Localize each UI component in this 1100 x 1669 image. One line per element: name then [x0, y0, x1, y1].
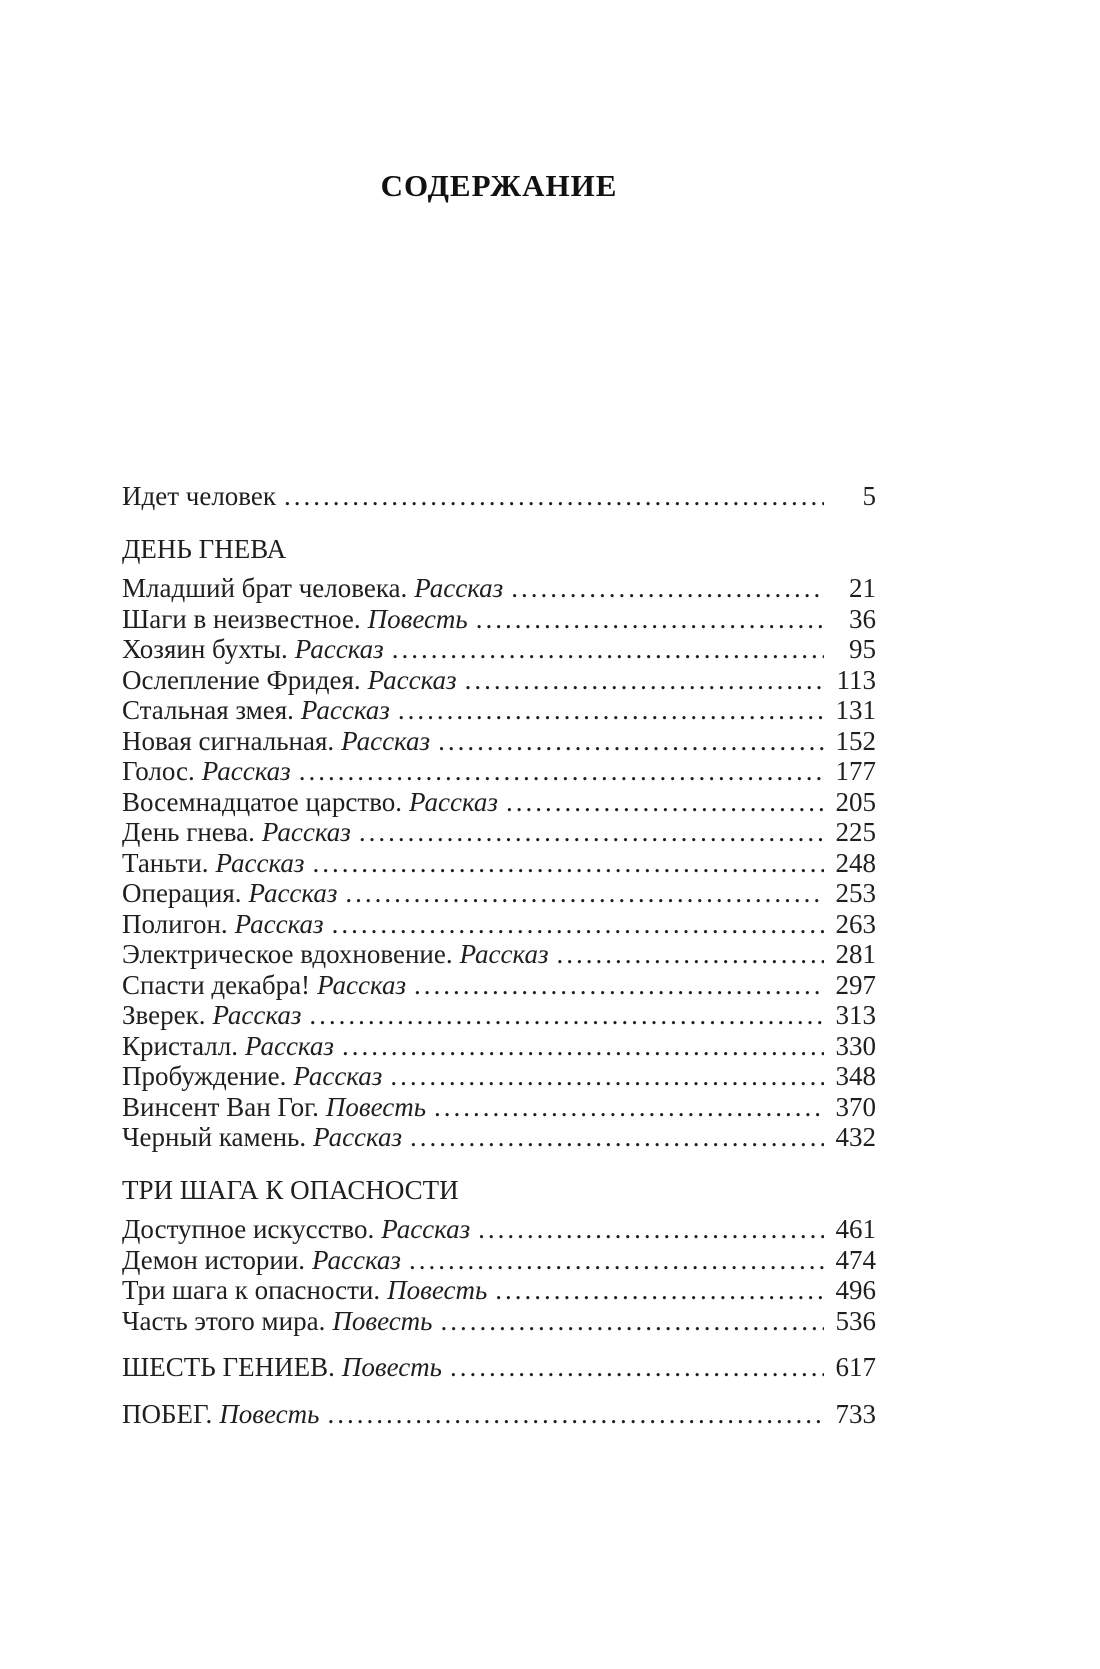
toc-entry	[122, 634, 876, 665]
toc-entry-genre: Рассказ	[381, 1214, 471, 1244]
toc-entry-title: Черный камень.	[122, 1122, 307, 1152]
toc-entry-page-number: 21	[849, 573, 876, 603]
toc-entry-page-number: 281	[835, 939, 876, 969]
dot-leader	[342, 1031, 824, 1062]
toc-entry-title: Часть этого мира.	[122, 1305, 326, 1336]
toc-entry-page-number: 461	[835, 1214, 876, 1244]
toc-entry-genre: Рассказ	[293, 1061, 383, 1091]
toc-entry-page-number: 113	[836, 664, 876, 695]
dot-leader	[465, 665, 824, 696]
toc-entry	[122, 970, 876, 1001]
dot-leader	[284, 481, 824, 512]
toc-entry-page-number: 131	[835, 695, 876, 725]
toc-entry	[122, 481, 876, 512]
toc-entry-genre: Повесть	[341, 1352, 442, 1382]
table-of-contents	[122, 481, 876, 1429]
toc-entry-genre: Рассказ	[234, 908, 324, 939]
toc-entry	[122, 1061, 876, 1092]
toc-entry	[122, 756, 876, 787]
toc-entry-page-number: 248	[835, 847, 876, 878]
toc-entry-page-number: 330	[835, 1030, 876, 1061]
toc-entry-page-number: 617	[835, 1352, 876, 1382]
toc-entry-page-number: 348	[835, 1061, 876, 1091]
dot-leader	[398, 695, 824, 726]
toc-entry-genre: Рассказ	[341, 725, 431, 756]
toc-entry-genre: Рассказ	[294, 634, 384, 664]
toc-entry	[122, 604, 876, 635]
toc-entry-page-number: 432	[835, 1122, 876, 1152]
toc-entry-page-number: 177	[835, 756, 876, 786]
dot-leader	[332, 909, 824, 940]
toc-entry-title: ШЕСТЬ ГЕНИЕВ.	[122, 1352, 335, 1382]
toc-entry-genre: Повесть	[387, 1275, 488, 1305]
dot-leader	[495, 1275, 824, 1306]
toc-entry	[122, 726, 876, 757]
toc-entry	[122, 1031, 876, 1062]
toc-section-header-text: ТРИ ШАГА К ОПАСНОСТИ	[122, 1174, 459, 1205]
toc-entry-title: ПОБЕГ.	[122, 1398, 213, 1429]
toc-entry-title: Хозяин бухты.	[122, 634, 288, 664]
toc-entry-page-number: 263	[835, 908, 876, 939]
toc-entry-page-number: 313	[835, 1000, 876, 1030]
toc-section-header	[122, 534, 876, 565]
toc-section-header	[122, 1175, 876, 1206]
toc-entry	[122, 848, 876, 879]
toc-entry-genre: Рассказ	[313, 1122, 403, 1152]
toc-entry	[122, 909, 876, 940]
toc-entry-title: Винсент Ван Гог.	[122, 1091, 319, 1122]
toc-entry-title: Ослепление Фридея.	[122, 664, 361, 695]
toc-entry-genre: Повесть	[219, 1398, 320, 1429]
toc-entry-title: Кристалл.	[122, 1030, 238, 1061]
toc-entry	[122, 1399, 876, 1430]
dot-leader	[359, 817, 824, 848]
toc-entry-genre: Рассказ	[300, 695, 390, 725]
toc-entry-title: Зверек.	[122, 1000, 206, 1030]
dot-leader	[506, 787, 824, 818]
dot-leader	[327, 1399, 824, 1430]
toc-entry-page-number: 152	[835, 725, 876, 756]
dot-leader	[414, 970, 824, 1001]
dot-leader	[440, 1306, 824, 1337]
toc-entry	[122, 1214, 876, 1245]
toc-entry-title: Шаги в неизвестное.	[122, 603, 361, 634]
toc-entry	[122, 939, 876, 970]
page-title: СОДЕРЖАНИЕ	[380, 168, 618, 203]
toc-entry	[122, 573, 876, 604]
toc-entry-page-number: 370	[835, 1091, 876, 1122]
toc-entry-title: Идет человек	[122, 481, 276, 511]
toc-entry-title: Спасти декабра!	[122, 969, 311, 1000]
toc-entry-title: Голос.	[122, 756, 195, 786]
toc-entry-page-number: 253	[835, 878, 876, 908]
toc-entry-title: Электрическое вдохновение.	[122, 939, 453, 969]
toc-entry-title: Восемнадцатое царство.	[122, 786, 403, 817]
toc-entry-page-number: 297	[835, 969, 876, 1000]
toc-entry-title: День гнева.	[122, 817, 255, 847]
toc-entry-genre: Рассказ	[367, 664, 457, 695]
toc-entry	[122, 1092, 876, 1123]
dot-leader	[410, 1122, 824, 1153]
dot-leader	[392, 634, 824, 665]
toc-entry	[122, 787, 876, 818]
toc-entry	[122, 1306, 876, 1337]
dot-leader	[434, 1092, 824, 1123]
toc-entry-title: Демон истории.	[122, 1244, 306, 1275]
toc-entry-genre: Повесть	[325, 1091, 427, 1122]
dot-leader	[409, 1245, 824, 1276]
dot-leader	[511, 573, 824, 604]
toc-entry-page-number: 733	[835, 1398, 876, 1429]
toc-entry-genre: Рассказ	[317, 969, 406, 1000]
toc-entry-genre: Повесть	[367, 603, 468, 634]
toc-entry-genre: Рассказ	[201, 756, 291, 786]
toc-entry	[122, 1275, 876, 1306]
toc-entry-title: Полигон.	[122, 908, 228, 939]
toc-entry-title: Пробуждение.	[122, 1061, 287, 1091]
toc-entry-genre: Рассказ	[312, 1244, 401, 1275]
toc-entry	[122, 1000, 876, 1031]
toc-entry-genre: Повесть	[332, 1305, 433, 1336]
dot-leader	[309, 1000, 824, 1031]
toc-entry-title: Три шага к опасности.	[122, 1275, 381, 1305]
toc-entry-title: Доступное искусство.	[122, 1214, 375, 1244]
toc-entry-title: Новая сигнальная.	[122, 725, 335, 756]
toc-entry-genre: Рассказ	[248, 878, 338, 908]
toc-entry	[122, 695, 876, 726]
toc-entry-title: Таньти.	[122, 847, 209, 878]
dot-leader	[450, 1352, 824, 1383]
toc-section-header-text: ДЕНЬ ГНЕВА	[122, 533, 287, 564]
toc-entry-page-number: 36	[849, 603, 876, 634]
toc-entry-page-number: 95	[849, 634, 876, 664]
toc-entry-page-number: 225	[835, 817, 876, 847]
toc-entry-page-number: 474	[835, 1244, 876, 1275]
toc-entry-title: Стальная змея.	[122, 695, 294, 725]
dot-leader	[312, 848, 824, 879]
toc-entry-genre: Рассказ	[215, 847, 305, 878]
toc-entry-genre: Рассказ	[459, 939, 549, 969]
toc-entry	[122, 817, 876, 848]
dot-leader	[390, 1061, 824, 1092]
dot-leader	[557, 939, 824, 970]
toc-entry	[122, 878, 876, 909]
toc-entry	[122, 1122, 876, 1153]
toc-entry	[122, 1352, 876, 1383]
toc-entry-genre: Рассказ	[212, 1000, 302, 1030]
toc-entry	[122, 665, 876, 696]
toc-entry-genre: Рассказ	[261, 817, 351, 847]
dot-leader	[478, 1214, 824, 1245]
toc-entry-genre: Рассказ	[409, 786, 498, 817]
toc-entry-page-number: 5	[862, 481, 876, 511]
dot-leader	[299, 756, 824, 787]
toc-entry	[122, 1245, 876, 1276]
dot-leader	[438, 726, 824, 757]
toc-entry-genre: Рассказ	[245, 1030, 334, 1061]
dot-leader	[476, 604, 824, 635]
toc-entry-title: Операция.	[122, 878, 242, 908]
toc-entry-page-number: 496	[835, 1275, 876, 1305]
toc-entry-title: Младший брат человека.	[122, 573, 408, 603]
toc-entry-genre: Рассказ	[414, 573, 504, 603]
dot-leader	[345, 878, 824, 909]
toc-entry-page-number: 536	[835, 1305, 876, 1336]
toc-entry-page-number: 205	[835, 786, 876, 817]
